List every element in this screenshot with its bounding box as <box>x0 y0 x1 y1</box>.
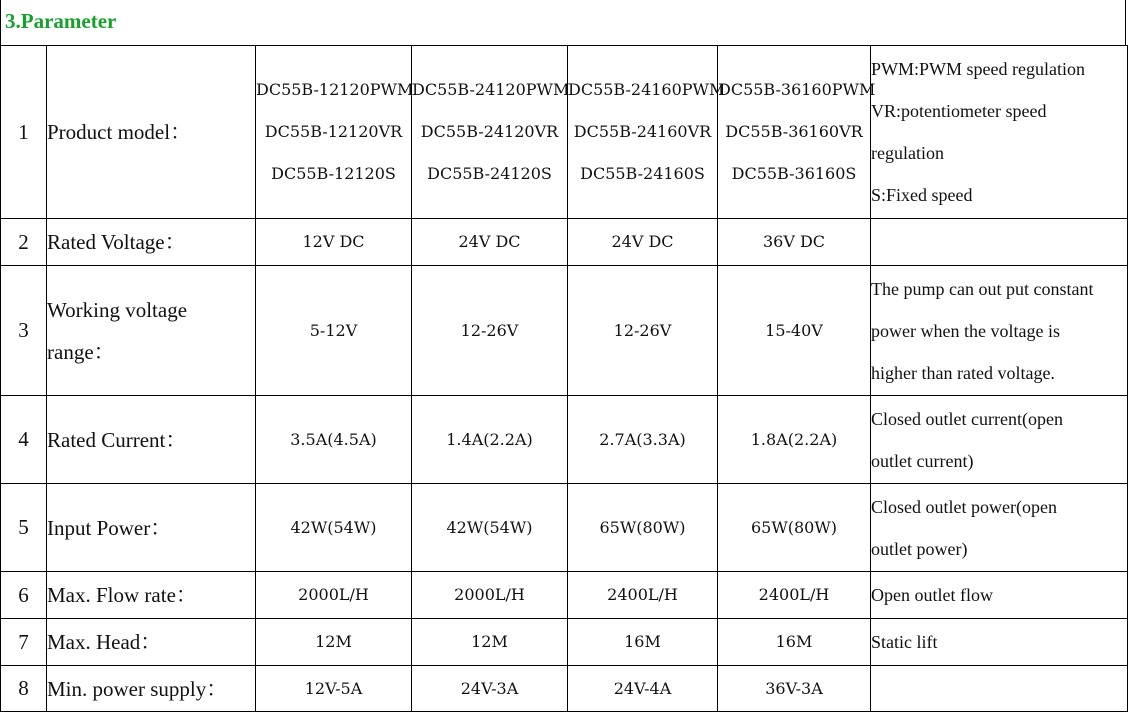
value-line: DC55B-12120S <box>271 164 396 183</box>
value-cell <box>412 619 568 666</box>
value-line: DC55B-24120VR <box>420 122 559 141</box>
value-line: 2.7A(3.3A) <box>599 429 686 449</box>
value-line: 2000L/H <box>298 585 369 604</box>
value-line: DC55B-24120S <box>427 164 552 183</box>
value-cell <box>256 396 412 484</box>
value-cell <box>256 219 412 266</box>
value-cell <box>412 572 568 619</box>
row-number: 6 <box>1 572 47 619</box>
value-cell <box>412 484 568 572</box>
parameter-label: Max. Flow rate： <box>47 572 256 619</box>
value-cell <box>718 619 871 666</box>
value-cell <box>412 266 568 396</box>
row-number: 3 <box>1 266 47 396</box>
value-line: 15-40V <box>765 320 823 340</box>
note-line: Closed outlet power(open <box>871 496 1057 517</box>
value-line: 36V DC <box>762 232 826 251</box>
table-row <box>1 484 1128 572</box>
value-cell <box>568 572 718 619</box>
value-line: DC55B-36160PWM <box>718 80 876 99</box>
row-number: 5 <box>1 484 47 572</box>
value-line: 5-12V <box>309 320 358 340</box>
value-cell <box>718 46 876 219</box>
row-number: 7 <box>1 619 47 666</box>
value-cell <box>412 666 568 712</box>
row-number: 8 <box>1 666 47 712</box>
value-cell <box>256 46 412 219</box>
table-row <box>1 266 1128 396</box>
table-row <box>1 46 1128 219</box>
section-header <box>0 0 1126 46</box>
note-line: higher than rated voltage. <box>871 362 1055 383</box>
value-cell <box>256 572 412 619</box>
parameter-label: Min. power supply： <box>47 666 256 712</box>
parameter-label <box>47 266 256 396</box>
value-cell <box>568 396 718 484</box>
value-line: 24V-3A <box>460 678 519 698</box>
value-cell <box>412 46 568 219</box>
value-cell <box>412 396 568 484</box>
note-cell <box>871 219 1128 266</box>
value-line: 12M <box>315 632 352 651</box>
table-row <box>1 572 1128 619</box>
note-line: The pump can out put constant <box>871 278 1094 299</box>
note-line: Static lift <box>871 632 938 652</box>
note-cell <box>871 484 1128 572</box>
section-title: 3.Parameter <box>5 9 117 33</box>
value-line: 12M <box>471 632 508 651</box>
note-line: Open outlet flow <box>871 585 993 605</box>
value-line: 2400L/H <box>758 585 830 604</box>
value-line: 12V-5A <box>304 678 363 698</box>
table-row <box>1 619 1128 666</box>
value-cell <box>718 396 871 484</box>
parameter-label: Product model： <box>47 46 256 219</box>
value-line: 1.8A(2.2A) <box>750 429 838 449</box>
note-line: S:Fixed speed <box>871 185 973 205</box>
note-line: PWM:PWM speed regulation <box>871 59 1085 79</box>
note-cell <box>871 46 1128 219</box>
value-line: 2400L/H <box>607 585 678 604</box>
value-line: 12V DC <box>302 232 365 251</box>
value-cell <box>256 619 412 666</box>
value-line: 12-26V <box>460 320 519 340</box>
note-line: outlet power) <box>871 538 968 559</box>
value-line: 24V DC <box>611 232 674 251</box>
parameter-label: Max. Head： <box>47 619 256 666</box>
parameter-table <box>0 45 1128 712</box>
value-cell <box>718 572 871 619</box>
value-cell <box>718 266 871 396</box>
value-line: 42W(54W) <box>290 517 377 537</box>
note-line: Closed outlet current(open <box>871 408 1063 429</box>
value-line: 36V-3A <box>765 678 823 698</box>
note-cell <box>871 619 1128 666</box>
value-cell <box>718 219 871 266</box>
value-cell <box>256 666 412 712</box>
table-row <box>1 396 1128 484</box>
note-line: outlet current) <box>871 450 974 471</box>
value-cell <box>568 219 718 266</box>
note-cell <box>871 572 1128 619</box>
row-number: 1 <box>1 46 47 219</box>
value-line: 24V-4A <box>613 678 672 698</box>
parameter-label: Input Power： <box>47 484 256 572</box>
value-line: DC55B-24120PWM <box>412 80 570 99</box>
note-cell <box>871 266 1128 396</box>
value-line: 16M <box>624 632 661 651</box>
table-row <box>1 219 1128 266</box>
note-line: VR:potentiometer speed <box>871 101 1047 121</box>
value-line: 24V DC <box>458 232 521 251</box>
value-cell <box>718 666 871 712</box>
value-cell <box>412 219 568 266</box>
value-line: 42W(54W) <box>446 517 533 537</box>
note-cell <box>871 396 1128 484</box>
value-line: DC55B-24160VR <box>573 122 712 141</box>
note-line: regulation <box>871 143 944 163</box>
row-number: 2 <box>1 219 47 266</box>
value-cell <box>718 484 871 572</box>
value-cell <box>568 46 726 219</box>
value-cell <box>568 266 718 396</box>
value-line: 12-26V <box>613 320 672 340</box>
value-cell <box>256 266 412 396</box>
value-line: DC55B-12120PWM <box>256 80 414 99</box>
value-line: DC55B-36160VR <box>725 122 863 141</box>
value-cell <box>568 619 718 666</box>
parameter-label: Rated Voltage： <box>47 219 256 266</box>
value-line: 65W(80W) <box>599 517 686 537</box>
value-line: DC55B-36160S <box>731 164 857 183</box>
value-line: DC55B-24160S <box>580 164 705 183</box>
value-line: 1.4A(2.2A) <box>446 429 533 449</box>
value-line: 2000L/H <box>454 585 525 604</box>
value-cell <box>568 484 718 572</box>
value-line: 3.5A(4.5A) <box>290 429 377 449</box>
table-row <box>1 666 1128 712</box>
note-cell <box>871 666 1128 712</box>
value-line: DC55B-12120VR <box>264 122 403 141</box>
value-line: 65W(80W) <box>750 517 838 537</box>
value-cell <box>568 666 718 712</box>
parameter-label-line: range： <box>47 339 115 364</box>
parameter-label: Rated Current： <box>47 396 256 484</box>
row-number: 4 <box>1 396 47 484</box>
parameter-label-line: Working voltage <box>47 297 188 322</box>
note-line: power when the voltage is <box>871 320 1060 341</box>
value-line: DC55B-24160PWM <box>568 80 726 99</box>
value-cell <box>256 484 412 572</box>
value-line: 16M <box>775 632 813 651</box>
